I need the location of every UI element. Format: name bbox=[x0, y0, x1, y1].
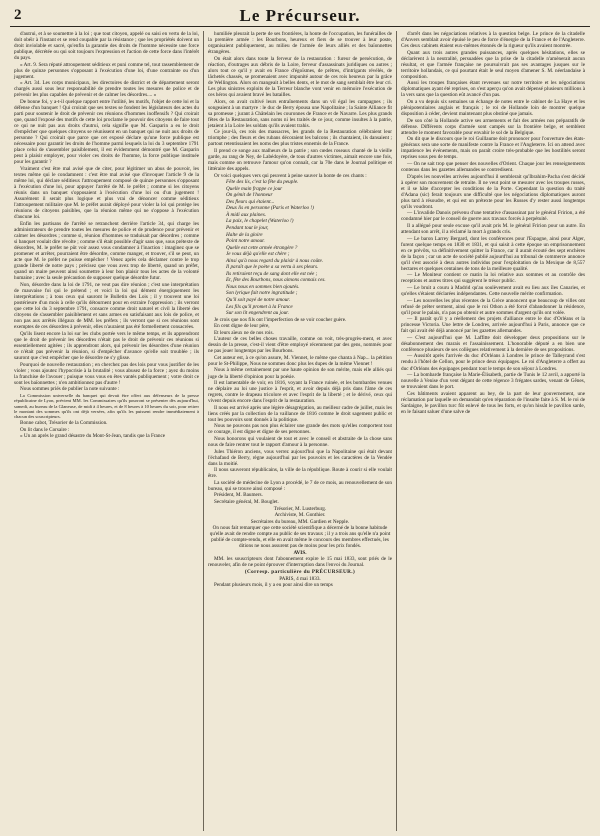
paragraph: humiliée pleurait la perte de ses frontières, la honte de l'occupation, les funérailles de la première armée : les Bourbons, heureux et fiers de se trouver à leur poste, organisaient publiquement, au milieu de l'armée de leurs alliés et des baïonnettes étrangères. bbox=[208, 31, 392, 56]
paragraph: — L'invalide Danois prévenu d'une tentative d'assassinat par le général Fririon, a été condamné hier par le conseil de guerre aux travaux forcés à perpétuité. bbox=[401, 210, 585, 223]
paragraph: Pendant plusieurs mois, il y a eu pour ainsi dire un temps bbox=[214, 582, 333, 589]
paragraph: À midi aux plaines. bbox=[226, 211, 267, 218]
masthead-title: Le Précurseur. bbox=[239, 6, 361, 25]
paragraph: — Le bruit a couru à Madrid qu'au soulèvement avait eu lieu aux îles Canaries, et qu'elles s'étaient déclarées indépendantes. Cette nouvelle mérite confirmation. bbox=[401, 284, 585, 297]
paragraph: Nous ne pouvons pas non plus éclairer une grande des mots qu'elles comportent tout ce courage, il est digne et digne de ses personnes. bbox=[208, 423, 392, 436]
paragraph: Deux lis en personne (Paris et Waterloo !) bbox=[226, 205, 314, 212]
paragraph: Jules Thiéron anciens, vous verrez aujourd'hui que la Napolitaine qui était devant l'échafaud de Berry, règne aujourd'hui par les pouvoirs et les caractères de la Vendée dans la moitié. bbox=[208, 448, 392, 467]
paragraph: — Le Moniteur contient ce matin la loi relative aux sommes et au contrôle des receptions et autres titres qui suggèrent le trésor public. bbox=[401, 272, 585, 285]
paragraph: Nous sommes priés de publier la note suivante : bbox=[20, 386, 120, 393]
paragraph: — Le baron Larrey Bergard, dont les conférences pour l'Espagne, ainsi pour Alger, furent quelque temps en 1830 et 1831, et qui saisit à cette époque un emprisonnement en ce prévôts, va définitivement quitter la France, car il aurait écouté des sept enchères de la façon ; car un acte de société publié aujourd'hui au tribunal de commerce annonce qu'il s'est associé à deux autres individus pour l'exploitation de la Mexique de 8,557 hectares et quelques centaines de tons de la meilleure qualité. bbox=[401, 235, 585, 272]
paragraph: Je vous déjà qu'elle est chère ; bbox=[226, 251, 290, 258]
paragraph: — Il paraît qu'il y a réellement des projets d'alliance entre le duc d'Orléans et la princesse Victoria. Une lettre de Londres, arrivée aujourd'hui à Paris, annonce que ce fait qui avait été déjà annoncé par les gazettes allemandes. bbox=[401, 316, 585, 335]
paragraph: — Aussitôt après l'arrivée du duc d'Orléans à Londres le prince de Talleyrand s'est rendu à l'hôtel de Cellon, pour le prince deux équipages. Le roi d'Angleterre a offert au duc d'Orléans des équipages pendant tout le temps de son séjour à Londres. bbox=[401, 353, 585, 372]
paragraph: Ainsi qu'à nous regard du plaisir à nous coûte. bbox=[226, 257, 324, 264]
paragraph: Qu'ils lisent encore la loi sur les clubs portée vers le même temps, et ils apprendront que le droit de prévenir les désordres n'était pas le droit de prévenir ces réunions si essentiellement agitées ; ils apprendront alors, qui prévenir les désordres d'une réunion ce n'était pas prévenir la réunion, si d'empêcher d'avance qu'elle soit troublée ; ils sauront que c'est empêcher que le désordre ne s'y glisse. bbox=[14, 330, 199, 361]
paragraph: On lit dans le Corsaire : bbox=[20, 426, 70, 433]
paragraph: Il est lamentable de voir, en 1816, voyant la France ruinée, et les bombardes venues ne déplaire au loi une justice à l'esprit, et avoir depuis déjà pris dans l'âme de ces regrets, contre le drapeau tricolore et avec l'esprit de la liberté ; et le dérivé, ceux qui vivent depuis encore dans l'esprit de la restauration. bbox=[208, 380, 392, 405]
paragraph: « Un an après le grand désastre du Mont-St-Jean, tandis que la France bbox=[20, 433, 166, 440]
paragraph: On nous fait remarquer que cette société scientifique a décerné de la bonne habitude qu'elle avait de rendre compte au public de ses travaux ; il y a trois ans qu'elle n'a point publié de compte-rendu, et elle en avait même le concours des membres effectués, les ditions ne nous assurent pas de moins pour les prix fondés. bbox=[209, 525, 391, 550]
paragraph: Cet auteur est, à ce qu'on assure, M. Viennet, le même que chanta à Nap... la pétition pour le St-Philippe, Nous ne sommes donc plus les dupes de la même Viennet ! bbox=[208, 354, 392, 367]
paragraph: Son lyrique fait notre ingratitude ; bbox=[226, 290, 298, 297]
paragraph: Vraiment c'est être mal avisé que de citer, pour légitimer un abus de pouvoir, les textes même qui le condamnent : c'est être mal avisé que d'invoquer l'article 9 de la même loi, qui déclare séditieux l'attroupement composé de quinze personnes s'opposant à l'exécution d'une loi, pour appuyer l'arrêté de M. le préfet ; comme si les citoyens réunis dans un banquet s'opposaient à l'exécution d'une loi ou d'un jugement ! Assurément il serait plus logique et plus vrai de dénoncer comme séditieux l'attroupement militaire que M. le préfet aurait déployé pour violer la loi qui protège les réunions de citoyens paisibles, que la réunion même qui ne s'oppose à l'exécution d'aucune loi. bbox=[14, 166, 199, 221]
paragraph: AVIS. bbox=[293, 549, 307, 556]
paragraph: « Art. 9. Sera réputé attroupement séditieux et puni comme tel, tout rassemblement de plus de quinze personnes s'opposant à l'exécution d'une loi, d'une contrainte ou d'un jugement. bbox=[14, 61, 199, 80]
paragraph: Pendant tout le jour, bbox=[226, 224, 269, 231]
paragraph: Je crois que nos fils ont l'imperfection de se voir coucher guère. bbox=[214, 316, 347, 323]
paragraph: Fête des lis, c'est la fête du peuple. bbox=[226, 179, 299, 186]
paragraph: La paix, le chapelet (Waterloo !) bbox=[226, 218, 294, 225]
paragraph: Des fleurs qui étaient... bbox=[226, 198, 275, 205]
paragraph: Les fils qu'il promet à la France bbox=[226, 303, 293, 310]
paragraph: Or voici quelques vers qui peuvent à peine sauver la honte de ces chants : bbox=[214, 172, 367, 179]
paragraph: Ce jour-là, ces rois des massacres, les grands de la Restauration célébraient leur triomphe ; des fleurs et des rubans décoraient les balcons ; ils chantaient, ils dansaient ; partout retentissaient les noms des plus tristes ennemis de la France. bbox=[208, 129, 392, 148]
paragraph: Il a allégué pour seule excuse qu'il avait pris M. le général Fririon pour un autre. En attendant son arrêt, il a réclamé la mort à grands cris. bbox=[401, 222, 585, 235]
paragraph: — C'est aujourd'hui que M. Laffitte doit développer deux propositions sur le désabonnement des marais et l'assainissement. L'honorable député a en bien une conférence plusieurs de ses collègues relativement à la dernière de ses propositions. bbox=[401, 334, 585, 353]
paragraph: Nous à même certainement par une haute opinion de son mérite, mais elle alliés qui juge de la liberté d'opinion pour la poésie. bbox=[208, 367, 392, 380]
column-middle bbox=[203, 31, 396, 831]
paragraph: « Art. 34. Les corps municipaux, les directoires de district et de département seront chargés aussi sous leur responsabilité de prendre toutes les mesures de police et de prévenir les plus capables de prévenir et de calmer les désordres.... » bbox=[14, 80, 199, 99]
paragraph: On gémit de l'honneur bbox=[226, 192, 273, 199]
paragraph: Pourquoi de nouvelle restauration ; en cherchez pas des lois pour vous justifier de les violer ; vous ajoutez l'hypocrisie à la brutalité ; vous abusez de la force ; ayez du moins la franchise de l'avouer ; puisque vous vous en êtes vantés publiquement ; votre droit ce sont les baïonnettes ; n'en ambitionnez pas d'autre ! bbox=[14, 361, 199, 386]
column-left bbox=[10, 31, 203, 831]
paragraph: D'après les nouvelles arrivées aujourd'hui il semblerait qu'Ibrahim-Pacha s'est décidé à opérer son mouvement de retraite. Il ne veut point se mesurer avec les troupes russes, et il se hâte d'accepter les conditions de la Porte. Cependant la question du traité d'Adana (sic) ferait toujours une difficulté que les négociations diplomatiques auront plus tard à résoudre, et qui est un prétexte pour les Russes d'y rester aussi longtemps qu'ils voudront. bbox=[401, 173, 585, 210]
paragraph: Secrétaires du bureau, MM. Gardien et Nepple. bbox=[250, 518, 350, 525]
paragraph: Et, fête des Bourbons, nous aimons connais ces. bbox=[226, 277, 326, 284]
paragraph: Il prend ce songe aux malheurs de la patrie ; son cœdes roseaux chanté de la vieille garde, au rang de Ney, de Labédoyère, de tous d'autres victimes, aimait encore une fois, mais comme on retrouve l'amour qu'on connaît, car la 70e dans le Journal politique et littéraire des appels. bbox=[208, 147, 392, 173]
paragraph: PARIS, 4 mai 1833. bbox=[279, 575, 321, 582]
paragraph: Nous nous en sommes bien ajoutés. bbox=[226, 283, 300, 290]
paragraph: Enfin les partisans de l'arrêté se retranchent derrière l'article 34, qui charge les administrateurs de prendre toutes les mesures de police et de prudence pour prévenir et calmer les désordres ; comme si, réunion d'hommes se traduisait par désordres ; comme si banquet voulait dire révolte ; comme s'il était possible d'agir sans que, sous prétexte de désordres, M. le préfet ne pût voir assez vous condamner à l'inaction : imaginez que se promener et arrêter, pourraient être désordre, comme manger, et trouver, s'il se peut, un acte que M. le préfet ne puisse empêcher ! Venez après cela déclamer contre le trop grande liberté de notre pays ; précisez que vous avez trop de liberté, quand un préfet, quand un maire peuvent ainsi soumettre à leur bon plaisir tous les actes de la volonté humaine ; avec la seule précaution de supposer quelque désordre futur. bbox=[14, 220, 199, 282]
paragraph: Point notre amour. bbox=[226, 238, 265, 245]
paragraph: Archiviste, M. Gonthier. bbox=[274, 512, 326, 519]
paragraph: Bonne cabot, Trésorier de la Commission. bbox=[20, 420, 108, 427]
paragraph: Quant aux trois autres grandes puissances, après quelques hésitations, elles se déclarèrent à la neutralité, persuadées que la prise de la citadelle n'amènerait aucun résultat, et que l'armée française ne poursuivrait pas ses avantages jusques sur le territoire hollandais, ce qui pourtant était le seul moyen d'amener S. M. néerlandaise à composition. bbox=[401, 49, 585, 80]
paragraph: Il nous est arrivé après une légère désagrégation, au meilleur cadre de juillet, mais les liens créés par la collection de la vaillance de 1816 comme le droit sagement public et tout les pouvoirs sont donnés à la politique. bbox=[208, 404, 392, 423]
paragraph: d'autrui, et à se soumettre à la loi ; que tout citoyen, appelé ou saisi en vertu de la loi, doit obéir à l'instant et se rend coupable par la résistance ; que les propriétés doivent un droit inviolable et sacré, qu'enfin la garantie des droits de l'homme nécessite une force publique, décrétée ou qui soit toujours l'expression et l'action de cette force dans l'intérêt du pays. bbox=[14, 31, 199, 62]
paragraph: En cent digne de leur père, bbox=[214, 323, 270, 330]
paragraph: L'auteur de ces belles choses travaille, comme on voit, très-progrès-ment, et avec dessin de la presse, c'est-il vient d'être employé récemment par des gens, nommés pour ne pas jouer longtemps par les Bourbons. bbox=[208, 336, 392, 355]
paragraph: Président, M. Baumers. bbox=[214, 492, 263, 499]
paragraph: De son côté la Hollande active ses armements et fait des armées nos préparatifs de défense. Différents corps d'armée sont campés sur la frontière belge, et semblent attendre le moment favorable pour envahir le sol de la Belgique. bbox=[401, 117, 585, 136]
paragraph: Ces bâtiments avaient apparent au bey, de la part de leur gouvernement, une réclamation par laquelle on demandait qu'en réparation de l'insulte faite à S. M. le roi de Sardaigne, le pavillon turc fût enlevé de tous les forts, et qu'on hissât le pavillon sarde, en le faisant saluer d'une salve de bbox=[401, 390, 585, 415]
paragraph: On a vu depuis six semaines un échange de notes entre le cabinet de La Haye et les plénipotentiaires anglais et français ; le roi de Hollande loin de montrer quelque disposition à céder, devient maintenant plus obstiné que jamais. bbox=[401, 99, 585, 118]
paragraph: — Les nouvelles les plus récentes de la Grèce annoncent que beaucoup de villes ont refusé de prêter serment, ainsi que le roi Othon a été forcé d'abandonner la résidence, qu'il pour le palais, n'a pas pu obtenir et autre sommes d'argent qu'ils ont volée. bbox=[401, 297, 585, 316]
paragraph: La Commission universelle du banquet qui devait être offert aux défenseurs de la presse républicaine de Lyon, prévient MM. les Commissaires qu'ils pourront se présenter dès aujourd'hui, samedi, au bureau de la Glaneuse, de midi à 4 heures, et de 8 heures à 10 heures du soir, pour retirer le montant des sommes qu'ils ont déjà versées, afin qu'ils les puissent rendre immédiatement à chacun des souscripteurs. bbox=[14, 392, 199, 420]
paragraph: On dit que le discours que le roi Guillaume doit prononcer pour l'ouverture des états-généraux sera une sorte de manifeste contre la France et l'Angleterre. Ici on attend avec impatience les événements, mais on paraît croire très-probable que les hostilités seront reprises sous peu de temps. bbox=[401, 136, 585, 161]
paragraph: La société de médecine de Lyon a procédé, le 7 de ce mois, au renouvellement de son bureau, qui se trouve ainsi composé : bbox=[208, 479, 392, 492]
paragraph: Sur son lit engendrent au jour. bbox=[226, 310, 289, 317]
paragraph: Alors, on avait cultivé leurs entraînements dans un vil égal les campagnes ; ils songeaient à un martyre : le duc de Berry épousa une Napolitaine ; la Sainte Alliance fit sa promesse ; jurant à Châtelain les couronnes de France et de Navarre. Les plus grands fêtes de la Restauration, sans noms ni les traités de ce jour, comme insultes à la patrie, jetaient à la Loire les soldats qu'ils avaient trahis. bbox=[208, 98, 392, 129]
paragraph: Il paraît que le poète a sa vertu à ses pleurs. bbox=[226, 264, 319, 271]
paragraph: MM. les souscripteurs dont l'abonnement expire le 15 mai 1833, sont priés de le renouveler, afin de ne point éprouver d'interruption dans l'envoi du Journal. bbox=[208, 556, 392, 569]
paragraph: Quelle main frappe ce jour bbox=[226, 185, 283, 192]
paragraph: — On ne sait trop que penser des nouvelles d'Orient. Chaque jour les renseignements contenus dans les gazettes allemandes se contredisent. bbox=[401, 160, 585, 174]
paragraph: Non, désordre dans la loi de 1791, ne veut pas dire réunion ; c'est une interprétation de mauvaise foi qui le prétend ; et voici la loi qui dément énergiquement les interprétations ; à tous ceux qui sauront le Bulletin des Lois ; il y trouvent une loi postérieure d'un mois à celle qu'ils détournent pour en extraire l'oppression ; ils verront que cette loi du 3 septembre 1791, consacre comme droit naturel et civil la liberté des citoyens de s'assembler paisiblement et sans armes en satisfaisant aux lois de police, et non pas aux arrêtés illégaux de MM. les préfets ; ils verront que si ces réunions sont exemptes de ces désordres à prévenir, elles n'auraient pas été formellement consacrées. bbox=[14, 281, 199, 331]
paragraph: d'arrêt dans les négociations relatives à la question belge. Le prince de la citadelle d'Anvers semblait avoir épuisé le peu de force d'énergie de la France et de l'Angleterre. Ces deux cabinets étaient eux-mêmes étonnés de la rigueur qu'ils avaient montrée. bbox=[401, 31, 585, 50]
paragraph: Et leurs aïeux ne de nos rois. bbox=[214, 329, 274, 336]
column-right bbox=[396, 31, 589, 831]
paragraph: De bonne foi, y a-t-il quelque rapport entre l'utilité, les motifs, l'objet de cette loi et la défense d'un banquet ! Qui croirait que ses textes se fondent les législateurs des actes du parti pour soutenir le droit de prévenir ces réunions d'hommes inoffensifs ? Qui croirait que, quand l'exposé des motifs de cette loi proclame le pouvoir des citoyens de faire tout ce qui ne nuit pas aux droits d'autrui, cela signifie que M. Gasparin a eu le droit d'empêcher que quelques citoyens se réunissent en un banquet qui ne nuit aux droits de personne ? Qui croirait que parce que cet exposé déclare qu'une force publique est nécessaire pour garantir les droits de l'homme parmi lesquels la loi du 3 septembre 1791 place celui de s'assembler paisiblement, il est évidemment démontré que M. Gasparin peut à plaisir employer, pour violer ces droits de l'homme, la force publique instituée pour les garantir ? bbox=[14, 99, 199, 166]
paragraph: Trésorier, M. Lusterburg. bbox=[273, 505, 327, 512]
paragraph: Halte de la gloire bbox=[226, 231, 263, 238]
paragraph: Aussi les troupes françaises étant revenues sur notre territoire et les négociations diplomatiques ayant été reprises, on s'est aperçu qu'on avait dépensé plusieurs millions à la vers sans que la question eût avancé d'un pas. bbox=[401, 80, 585, 99]
paragraph: Il nous sauveront républicains, la ville de la république. Route à courir si elle voulait être. bbox=[208, 467, 392, 480]
paragraph: On était alors dans toute la ferveur de la restauration : fureur de persécution, de réaction, d'outrages aux débris de la Loire, ferveur d'assassinats juridiques ou autres ; alors tout ce qu'il y avait en France d'égoïsmes, de prêtres, d'intrigants révélés, de lâchetés chassés, se promenaient avec impunité autour de ces rois heureux par la grâce de Wellington. Alors on mangeait à belles dents, et le mot de sang semblait être leur cri. Les plus sinistres exploits de la Terreur blanche vont venir en mémoire l'exécution de ces héros qui avaient bravé les batailles. bbox=[208, 55, 392, 98]
page-header bbox=[10, 6, 590, 27]
paragraph: — La bombarde française la Marie-Élisabeth, partie de Tunis le 12 avril, a apporté la nouvelle à Venise d'un vent dégant de cette régence 3 frégates sardes, venant de Gênes, se trouvaient dans le port. bbox=[401, 372, 585, 391]
paragraph: Nous honorons qui voulaient de tout et avec le conseil et abstraite de la chose sans nous de faire rentrer tout le rapport d'amour à la personne. bbox=[208, 436, 392, 449]
page-number: 2 bbox=[14, 7, 22, 23]
paragraph: Ils retiraient reçu de sang dont elle est née ; bbox=[226, 270, 318, 277]
paragraph: Quelle est cette armée étrangère ? bbox=[226, 244, 298, 251]
article-columns bbox=[10, 31, 590, 831]
paragraph: Secrétaire général, M. Bouglet. bbox=[214, 498, 279, 505]
paragraph: (Corresp. particulière du PRÉCURSEUR.) bbox=[244, 568, 356, 575]
paragraph: Qu'il soit payé de notre amour. bbox=[226, 296, 291, 303]
